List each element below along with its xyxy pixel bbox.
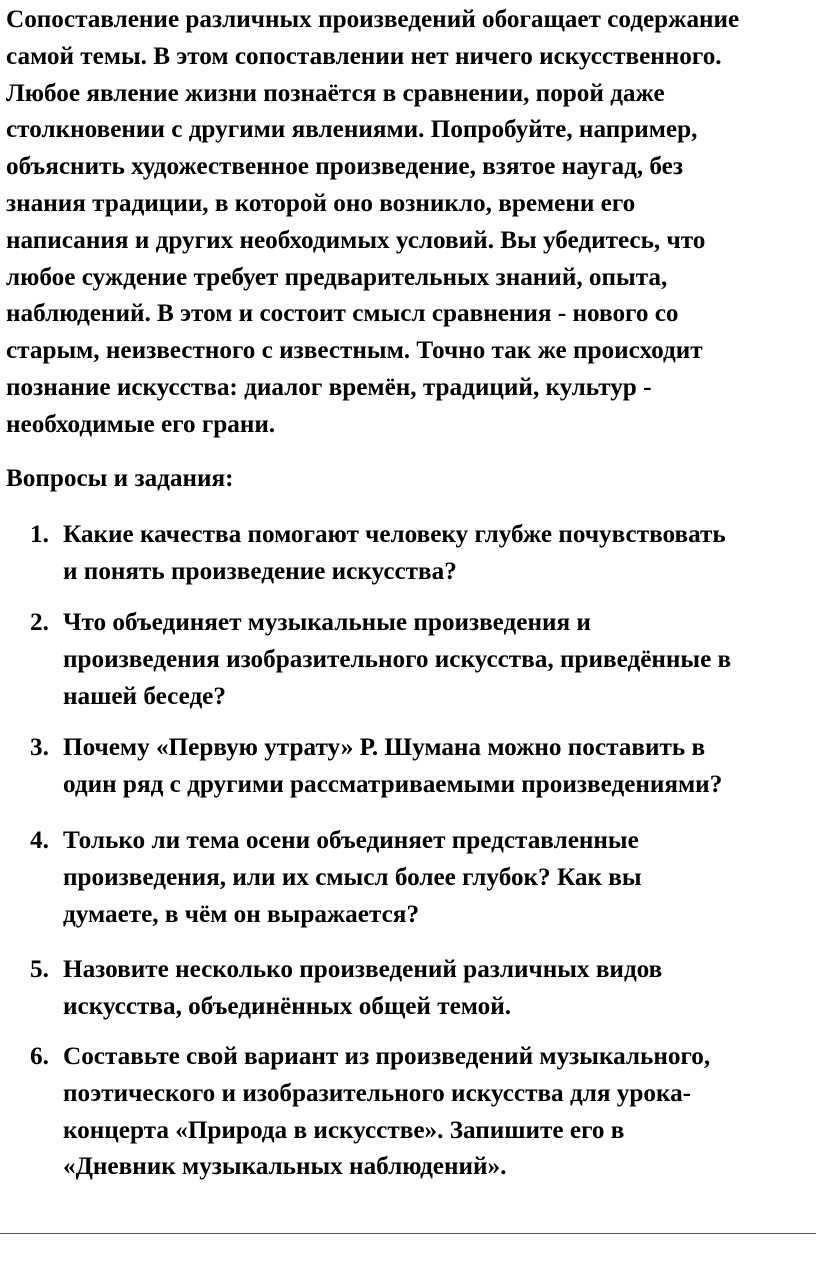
question-text xyxy=(63,1039,813,1186)
question-line: и понять произведение искусства? xyxy=(63,557,457,585)
question-text xyxy=(63,517,813,591)
question-number: 5. xyxy=(30,956,49,983)
question-line: Назовите несколько произведений различных видов xyxy=(63,956,663,983)
question-text xyxy=(63,952,813,1026)
intro-line: познание искусства: диалог времён, традиций, культур - xyxy=(6,373,652,401)
questions-heading: Вопросы и задания: xyxy=(6,465,234,492)
question-text xyxy=(63,605,813,715)
question-line: поэтического и изобразительного искусства для урока- xyxy=(63,1079,692,1107)
intro-line: Любое явление жизни познаётся в сравнении, порой даже xyxy=(6,79,665,107)
intro-line: наблюдений. В этом и состоит смысл сравнения - нового со xyxy=(6,300,679,328)
question-line: Почему «Первую утрату» Р. Шумана можно поставить в xyxy=(63,734,706,761)
intro-paragraph xyxy=(6,2,814,444)
question-line: Составьте свой вариант из произведений музыкального, xyxy=(63,1043,711,1070)
intro-line: столкновении с другими явлениями. Попробуйте, например, xyxy=(6,116,698,144)
intro-line: необходимые его грани. xyxy=(6,410,276,438)
question-number: 1. xyxy=(30,521,49,548)
question-number: 2. xyxy=(30,609,49,636)
question-line: концерта «Природа в искусстве». Запишите его в xyxy=(63,1116,625,1144)
question-line: Только ли тема осени объединяет представленные xyxy=(63,827,639,854)
question-line: произведения изобразительного искусства, приведённые в xyxy=(63,645,732,673)
intro-line: любое суждение требует предварительных знаний, опыта, xyxy=(6,263,668,291)
question-line: «Дневник музыкальных наблюдений». xyxy=(63,1153,507,1181)
question-line: нашей беседе? xyxy=(63,682,226,710)
intro-line: написания и других необходимых условий. Вы убедитесь, что xyxy=(6,226,706,254)
intro-line: объяснить художественное произведение, взятое наугад, без xyxy=(6,153,683,181)
question-line: один ряд с другими рассматриваемыми произведениями? xyxy=(63,770,723,798)
intro-line: самой темы. В этом сопоставлении нет ничего искусственного. xyxy=(6,42,722,70)
question-text xyxy=(63,823,813,933)
intro-line: знания традиции, в которой оно возникло, времени его xyxy=(6,189,636,217)
question-text xyxy=(63,730,813,804)
page-divider xyxy=(0,1233,816,1234)
question-number: 4. xyxy=(30,827,49,854)
intro-line: Сопоставление различных произведений обогащает содержание xyxy=(6,6,740,33)
question-line: думаете, в чём он выражается? xyxy=(63,900,420,928)
question-line: произведения, или их смысл более глубок? Как вы xyxy=(63,863,642,891)
question-line: искусства, объединённых общей темой. xyxy=(63,992,512,1020)
question-number: 6. xyxy=(30,1043,49,1070)
question-line: Какие качества помогают человеку глубже почувствовать xyxy=(63,521,726,548)
intro-line: старым, неизвестного с известным. Точно так же происходит xyxy=(6,337,703,365)
question-number: 3. xyxy=(30,734,49,761)
question-line: Что объединяет музыкальные произведения и xyxy=(63,609,591,636)
